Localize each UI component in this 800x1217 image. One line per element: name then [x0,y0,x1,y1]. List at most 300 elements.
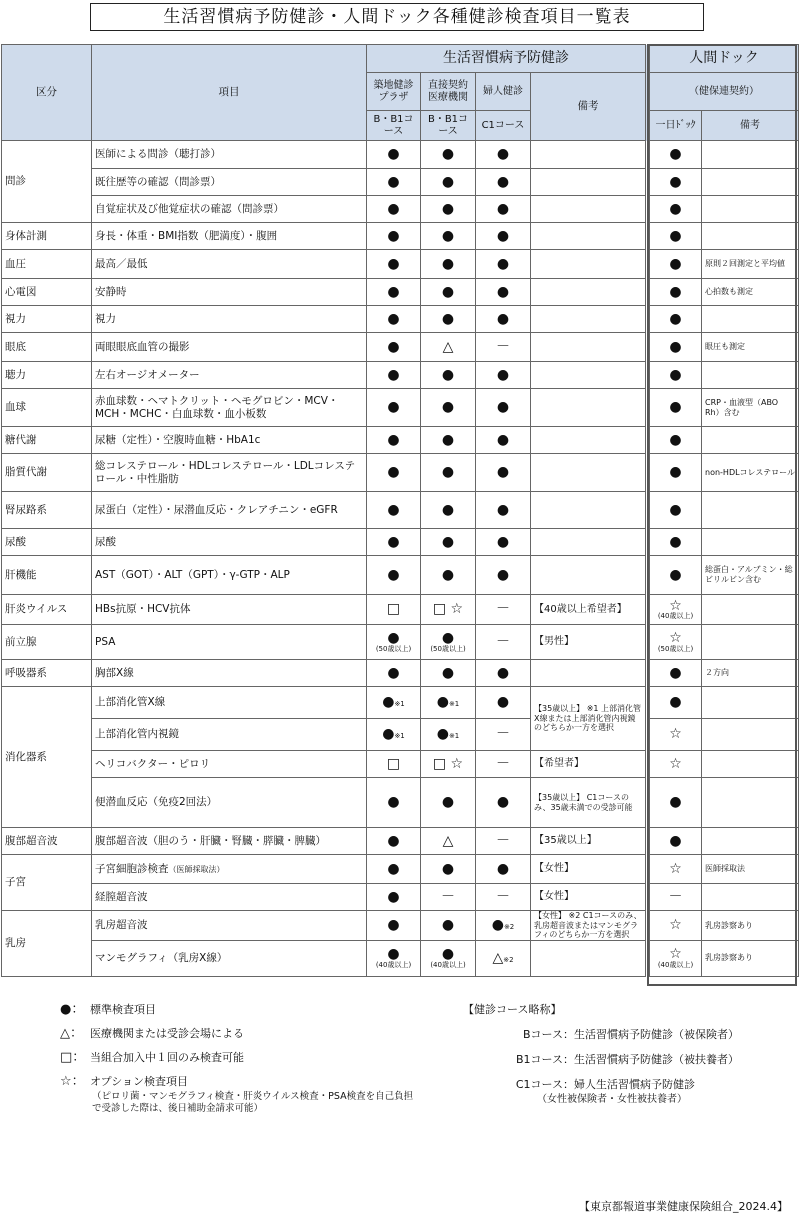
row-remark [531,492,646,529]
row-category: 身体計測 [2,223,92,250]
row-item [92,940,367,976]
table-row [2,250,799,279]
fujin-mark [476,454,531,492]
dock-mark [650,306,702,333]
dock-mark [650,660,702,687]
check-mark: ● [387,946,400,963]
dock-mark [650,454,702,492]
item-label: 赤血球数・ヘマトクリット・ヘモグロビン・MCV・MCH・MCHC・白血球数・血小板数 [95,394,339,420]
check-mark: ● [669,283,682,300]
check-mark: ● [496,227,510,244]
dock-remark: ２方向 [702,660,799,687]
item-label: 安静時 [95,285,127,298]
row-remark [531,306,646,333]
row-remark: 【女性】 [531,855,646,884]
dock-mark [650,169,702,196]
row-remark [531,454,646,492]
check-mark: － [441,888,455,905]
check-mark: ● [669,255,682,272]
check-mark: ● [387,794,400,811]
row-remark [531,250,646,279]
tsukiji-mark [367,660,421,687]
row-item [92,884,367,911]
tsukiji-mark [367,687,421,719]
row-item [92,595,367,625]
row-remark: 【35歳以上】 ※1 上部消化管X線または上部消化管内視鏡のどちらか一方を選択 [531,687,646,751]
row-item [92,306,367,333]
chokusetsu-mark [421,196,476,223]
check-mark: ● [441,664,455,681]
legend-symbol: ☆： [60,1074,85,1089]
dock-mark [650,279,702,306]
fujin-mark [476,333,531,362]
row-category: 消化器系 [2,687,92,828]
dock-mark [650,223,702,250]
chokusetsu-mark [421,940,476,976]
tsukiji-mark [367,911,421,941]
check-mark: ● [669,501,682,518]
dock-remark: non-HDLコレステロール [702,454,799,492]
dock-remark: 医師採取法 [702,855,799,884]
fujin-mark [476,279,531,306]
row-remark: 【女性】 ※2 C1コースのみ、乳房超音波またはマンモグラフィのどちらか一方を選択 [531,911,646,941]
row-item [92,751,367,778]
row-category: 血球 [2,389,92,427]
table-row [2,660,799,687]
tsukiji-mark [367,279,421,306]
row-item [92,828,367,855]
tsukiji-mark [367,250,421,279]
item-label: 医師による問診（聴打診） [95,148,221,161]
check-mark: □ [386,601,401,618]
dock-remark [702,223,799,250]
check-mark: ● [669,431,682,448]
check-mark: ● [496,431,510,448]
check-mark: ● [387,227,400,244]
fujin-mark [476,884,531,911]
row-remark [531,556,646,595]
check-mark: ● [496,464,510,481]
row-remark [531,427,646,454]
check-mark: ● [669,694,682,711]
check-mark: ● [387,255,400,272]
header-chokusetsu: 直接契約医療機関 [421,73,476,111]
check-mark: □ ☆ [432,601,464,618]
check-mark: △ [442,832,454,849]
check-mark: － [668,888,683,905]
dock-mark [650,389,702,427]
check-mark: ● [387,501,400,518]
dock-remark [702,884,799,911]
dock-mark [650,362,702,389]
dock-remark [702,595,799,625]
chokusetsu-mark [421,625,476,660]
check-mark: ● [436,726,449,743]
check-mark: ● [441,501,455,518]
tsukiji-mark [367,940,421,976]
row-category: 眼底 [2,333,92,362]
check-mark: △ [442,338,454,355]
item-label: PSA [95,635,116,648]
check-mark: ● [669,310,682,327]
dock-remark [702,687,799,719]
dock-remark: 心拍数も測定 [702,279,799,306]
legend [60,1003,422,1115]
row-remark: 【40歳以上希望者】 [531,595,646,625]
dock-remark: 総蛋白・アルブミン・総ビリルビン含む [702,556,799,595]
check-mark: ● [669,794,682,811]
header-dock: 人間ドック [650,45,799,73]
item-label: 既往歴等の確認（問診票） [95,175,221,188]
header-course-b2: B・B1コース [421,111,476,141]
row-category: 視力 [2,306,92,333]
row-item [92,223,367,250]
row-category: 肝炎ウイルス [2,595,92,625]
check-mark: ● [441,399,455,416]
table-row [2,687,799,719]
row-item [92,911,367,941]
check-mark: ● [441,860,455,877]
dock-remark: 乳房診察あり [702,911,799,941]
check-mark: ☆ [669,597,682,614]
check-mark: － [496,755,510,772]
check-mark: － [496,633,510,650]
abbr-value: ：生活習慣病予防健診（被扶養者） [563,1053,739,1066]
fujin-mark [476,196,531,223]
chokusetsu-mark [421,454,476,492]
check-mark: ● [387,917,400,934]
check-mark: ☆ [669,946,682,963]
dock-remark [702,362,799,389]
check-mark: ● [496,310,510,327]
tsukiji-mark [367,427,421,454]
age-note: (40歳以上) [375,961,412,970]
tsukiji-mark [367,454,421,492]
chokusetsu-mark [421,279,476,306]
check-mark: ● [491,917,504,934]
table-row [2,279,799,306]
row-remark [531,389,646,427]
table-row [2,333,799,362]
footer-source: 【東京都報道事業健康保険組合_2024.4】 [579,1200,788,1213]
row-remark: 【35歳以上】 C1コースのみ、35歳未満での受診可能 [531,778,646,828]
tsukiji-mark [367,625,421,660]
row-category: 乳房 [2,911,92,977]
row-item [92,141,367,169]
age-note: (40歳以上) [430,961,466,970]
row-category: 前立腺 [2,625,92,660]
check-mark: ● [387,283,400,300]
check-mark: ● [441,310,455,327]
row-item [92,625,367,660]
abbr-key: B1コース [516,1053,563,1066]
dock-remark [702,492,799,529]
tsukiji-mark [367,778,421,828]
header-dock-sub: （健保連契約） [650,73,799,111]
checkup-table [1,44,799,977]
dock-mark [650,625,702,660]
abbr-value: ：生活習慣病予防健診（被保険者） [563,1028,739,1041]
dock-mark [650,884,702,911]
item-label: ヘリコバクター・ピロリ [95,757,211,770]
abbr-title: 【健診コース略称】 [463,1003,562,1016]
legend-symbol: □： [60,1050,86,1065]
item-label: 子宮細胞診検査 [95,862,169,875]
row-item [92,778,367,828]
tsukiji-mark [367,855,421,884]
dock-remark [702,751,799,778]
row-remark [531,660,646,687]
tsukiji-mark [367,492,421,529]
chokusetsu-mark [421,828,476,855]
chokusetsu-mark [421,223,476,250]
chokusetsu-mark [421,855,476,884]
dock-remark [702,625,799,660]
table-row [2,595,799,625]
check-mark: ● [496,399,510,416]
table-row [2,625,799,660]
check-mark: ☆ [669,860,682,877]
check-mark: ● [496,146,510,163]
header-course-c1: C1コース [476,111,531,141]
chokusetsu-mark [421,333,476,362]
item-label: 自覚症状及び他覚症状の確認（問診票） [95,202,284,215]
row-remark: 【希望者】 [531,751,646,778]
footnote-ref: ※1 [448,732,460,741]
check-mark: ● [387,464,400,481]
row-remark [531,141,646,169]
dock-remark [702,169,799,196]
row-remark: 【女性】 [531,884,646,911]
check-mark: ● [496,173,510,190]
check-mark: ● [496,664,510,681]
row-item [92,389,367,427]
fujin-mark [476,556,531,595]
item-label: 身長・体重・BMI指数（肥満度）・腹囲 [95,229,278,242]
item-label: 乳房超音波 [95,919,148,932]
check-mark: ● [496,255,510,272]
check-mark: ● [669,832,682,849]
dock-mark [650,828,702,855]
check-mark: ● [496,200,510,217]
check-mark: － [496,601,510,618]
item-label: AST（GOT）・ALT（GPT）・γ-GTP・ALP [95,568,290,581]
row-category: 肝機能 [2,556,92,595]
row-item [92,250,367,279]
table-row [2,196,799,223]
row-item [92,492,367,529]
dock-remark [702,529,799,556]
check-mark: ● [441,533,455,550]
dock-mark [650,911,702,941]
chokusetsu-mark [421,595,476,625]
table-row [2,362,799,389]
dock-mark [650,719,702,751]
check-mark: ● [387,630,400,647]
check-mark: － [496,726,510,743]
header-dock-bikou: 備考 [702,111,799,141]
tsukiji-mark [367,884,421,911]
header-bikou: 備考 [531,73,646,141]
check-mark: ● [669,227,682,244]
row-category: 問診 [2,141,92,223]
dock-remark: 乳房診察あり [702,940,799,976]
tsukiji-mark [367,389,421,427]
item-label: HBs抗原・HCV抗体 [95,603,191,616]
age-note: (40歳以上) [657,612,694,621]
dock-remark [702,141,799,169]
dock-mark [650,427,702,454]
check-mark: ● [387,399,400,416]
dock-remark [702,196,799,223]
check-mark: ● [669,399,682,416]
dock-mark [650,778,702,828]
check-mark: ● [387,888,400,905]
check-mark: □ ☆ [432,755,464,772]
table-row [2,911,799,941]
check-mark: ● [669,173,682,190]
chokusetsu-mark [421,141,476,169]
age-note: (50歳以上) [430,644,466,653]
check-mark: ● [441,255,455,272]
chokusetsu-mark [421,250,476,279]
chokusetsu-mark [421,751,476,778]
table-row [2,751,799,778]
table-row [2,427,799,454]
dock-remark [702,427,799,454]
dock-remark: 眼圧も測定 [702,333,799,362]
dock-remark [702,828,799,855]
age-note: (50歳以上) [375,644,412,653]
item-label: マンモグラフィ（乳房X線） [95,951,228,964]
tsukiji-mark [367,828,421,855]
row-remark [531,169,646,196]
dock-mark [650,141,702,169]
dock-mark [650,250,702,279]
check-mark: － [496,832,510,849]
row-category: 糖代謝 [2,427,92,454]
fujin-mark [476,719,531,751]
row-category: 呼吸器系 [2,660,92,687]
header-tsukiji: 築地健診プラザ [367,73,421,111]
abbr-value: ：婦人生活習慣病予防健診 [563,1078,695,1091]
table-row [2,306,799,333]
age-note: (40歳以上) [657,961,694,970]
dock-mark [650,687,702,719]
tsukiji-mark [367,556,421,595]
chokusetsu-mark [421,169,476,196]
abbr-key: C1コース [515,1078,563,1091]
fujin-mark [476,595,531,625]
legend-text: 当組合加入中１回のみ検査可能 [90,1051,244,1064]
table-row [2,529,799,556]
row-item [92,196,367,223]
table-row [2,454,799,492]
row-remark [531,529,646,556]
dock-mark [650,595,702,625]
row-category: 腎尿路系 [2,492,92,529]
item-label: 経膣超音波 [95,890,148,903]
table-row [2,778,799,828]
header-item: 項目 [92,45,367,141]
dock-mark [650,529,702,556]
check-mark: ● [441,200,455,217]
check-mark: △ [492,949,504,966]
tsukiji-mark [367,196,421,223]
check-mark: － [496,338,510,355]
row-category: 聴力 [2,362,92,389]
check-mark: ● [669,664,682,681]
table-row [2,556,799,595]
check-mark: ● [441,366,455,383]
table-row [2,141,799,169]
item-label: 尿糖（定性）・空腹時血糖・HbA1c [95,433,261,446]
check-mark: ☆ [669,755,682,772]
row-item [92,362,367,389]
item-label: 視力 [95,312,116,325]
dock-mark [650,556,702,595]
check-mark: ● [387,310,400,327]
fujin-mark [476,625,531,660]
check-mark: ● [669,464,682,481]
legend-text: 標準検査項目 [90,1003,156,1016]
row-remark [531,196,646,223]
fujin-mark [476,169,531,196]
check-mark: ● [387,146,400,163]
item-label: 最高／最低 [95,257,148,270]
row-item [92,529,367,556]
legend-symbol: ●： [60,1002,85,1017]
fujin-mark [476,660,531,687]
check-mark: ● [496,694,510,711]
footnote-ref: ※1 [394,700,405,709]
course-abbreviations [463,1003,739,1106]
fujin-mark [476,940,531,976]
dock-remark: CRP・血液型（ABO Rh）含む [702,389,799,427]
item-label: 両眼眼底血管の撮影 [95,340,190,353]
row-remark [531,223,646,250]
check-mark: ● [441,917,455,934]
table-row [2,389,799,427]
item-label: 腹部超音波（胆のう・肝臓・腎臓・膵臓・脾臓） [95,834,326,847]
row-item [92,660,367,687]
header-category: 区分 [2,45,92,141]
check-mark: ☆ [669,917,682,934]
chokusetsu-mark [421,778,476,828]
abbr-key: Bコース [523,1028,563,1041]
footnote-ref: ※2 [503,955,514,964]
chokusetsu-mark [421,427,476,454]
item-label: 尿酸 [95,535,116,548]
row-item [92,454,367,492]
check-mark: ● [441,464,455,481]
row-remark [531,333,646,362]
tsukiji-mark [367,169,421,196]
dock-remark [702,719,799,751]
row-item [92,279,367,306]
dock-mark [650,855,702,884]
dock-mark [650,333,702,362]
row-item [92,687,367,719]
chokusetsu-mark [421,389,476,427]
tsukiji-mark [367,223,421,250]
check-mark: ● [387,200,400,217]
check-mark: ● [441,946,455,963]
check-mark: ● [496,366,510,383]
tsukiji-mark [367,333,421,362]
footnote-ref: ※2 [503,923,515,932]
chokusetsu-mark [421,719,476,751]
